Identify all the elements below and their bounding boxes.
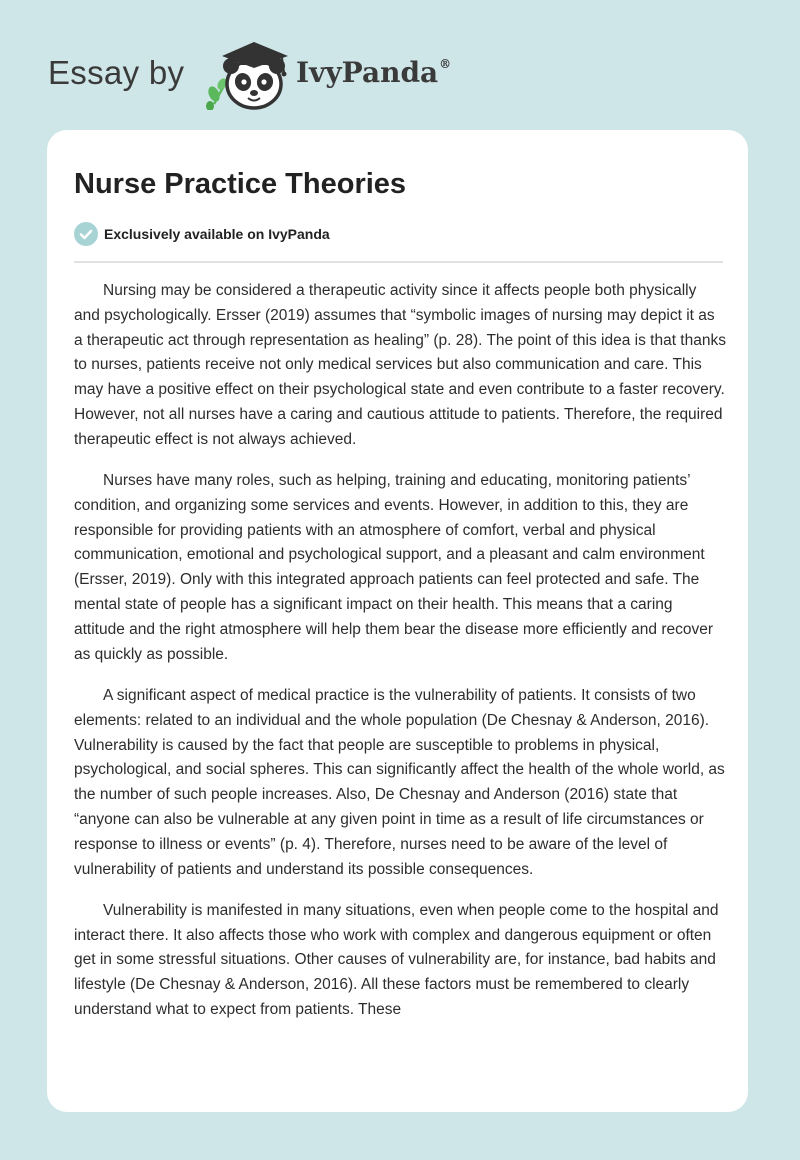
site-header: [48, 30, 568, 110]
divider: [74, 261, 723, 263]
check-circle-icon: [74, 222, 98, 246]
paragraph: Nursing may be considered a therapeutic activity since it affects people both physically and psychologically. Ersser (2019) assumes that “symbolic images of nursing may depict it as a therapeutic act through representation as healing” (p. 28). The point of this idea is that thanks to nurses, patients receive not only medical services but also communication and care. This may have a positive effect on their psychological state and even contribute to a faster recovery. However, not all nurses have a caring and cautious attitude to patients. Therefore, the required therapeutic effect is not always achieved.: [74, 282, 726, 448]
registered-mark: ®: [439, 56, 452, 71]
exclusive-label: Exclusively available on IvyPanda: [104, 226, 330, 242]
paragraph: A significant aspect of medical practice is the vulnerability of patients. It consists of two elements: related to an individual and the whole population (De Chesnay & Anderson, 2016). Vulnerability is caused by the fact that people are susceptible to problems in physical, psychological, and social spheres. This can significantly affect the health of the whole world, as the number of such people increases. Also, De Chesnay and Anderson (2016) state that “anyone can also be vulnerable at any given point in time as a result of life circumstances or response to illness or events” (p. 4). Therefore, nurses need to be aware of the level of vulnerability of patients and understand its possible consequences.: [74, 686, 725, 878]
paragraph: Nurses have many roles, such as helping, training and educating, monitoring patients’ condition, and organizing some services and events. However, in addition to this, they are responsible for providing patients with an atmosphere of comfort, verbal and physical communication, emotional and psychological support, and a pleasant and calm environment (Ersser, 2019). Only with this integrated approach patients can feel protected and safe. The mental state of people has a significant impact on their health. This means that a caring attitude and the right atmosphere will help them bear the disease more efficiently and recover as quickly as possible.: [74, 472, 714, 663]
panda-graduate-icon[interactable]: [200, 34, 296, 110]
page-title: Nurse Practice Theories: [74, 168, 407, 200]
brand-name[interactable]: IvyPanda®: [296, 56, 452, 89]
essay-body: [74, 279, 726, 1039]
essay-card: [47, 130, 748, 1112]
essay-by-label: Essay by: [48, 54, 185, 91]
paragraph: Vulnerability is manifested in many situations, even when people come to the hospital and interact there. It also affects those who work with complex and dangerous equipment or often get in some stressful situations. Other causes of vulnerability are, for instance, bad habits and lifestyle (De Chesnay & Anderson, 2016). All these factors must be remembered to clearly understand what to expect from patients. These: [74, 901, 719, 1019]
